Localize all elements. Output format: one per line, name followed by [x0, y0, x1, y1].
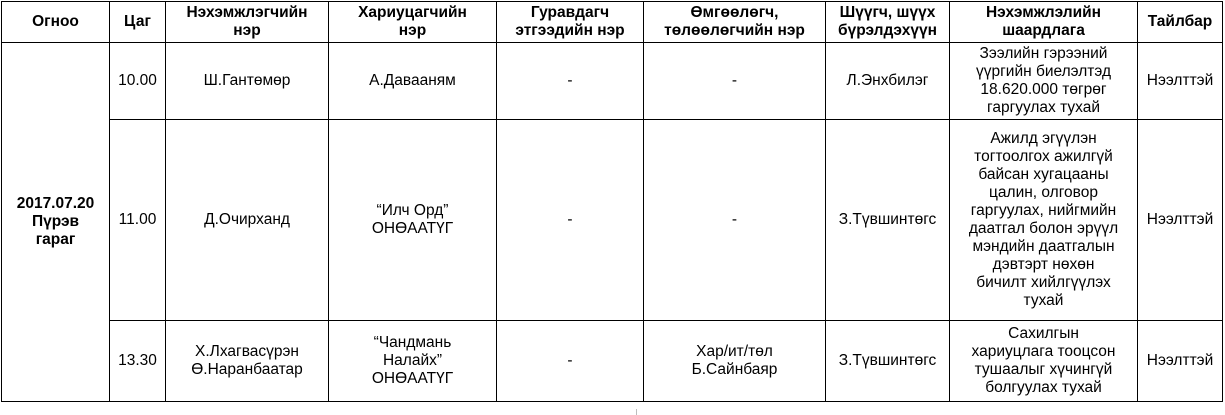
header-plaintiff: [166, 2, 329, 43]
page-edge-mark: [636, 409, 637, 415]
table-row: [2, 321, 1223, 402]
judge-cell: [826, 120, 950, 321]
third-party-cell: [497, 43, 644, 120]
court-schedule-table: [1, 1, 1223, 402]
time-value: 13.30: [118, 352, 157, 369]
time-value: 10.00: [118, 72, 157, 89]
advocate-cell: [644, 120, 826, 321]
plaintiff-name: Х.Лхагвасүрэн: [195, 343, 299, 360]
claim-line: Ажилд эгүүлэн: [990, 130, 1097, 147]
claim-line: үүргийн биелэлтэд: [976, 63, 1111, 80]
header-claim-line: Нэхэмжлэлийн: [985, 4, 1102, 21]
note-value: Нээлттэй: [1146, 72, 1214, 89]
header-defendant-line: нэр: [398, 22, 427, 39]
defendant-name: “Чандмань: [373, 334, 452, 351]
claim-line: тушаалыг хүчингүй: [974, 361, 1113, 378]
claim-cell: [950, 321, 1138, 402]
defendant-name: ОНӨААТҮГ: [371, 220, 454, 237]
note-value: Нээлттэй: [1146, 211, 1214, 228]
plaintiff-cell: [166, 321, 329, 402]
defendant-name: “Илч Орд”: [376, 202, 449, 219]
advocate-line: Б.Сайнбаяр: [691, 361, 778, 378]
claim-line: дэвтэрт нөхөн: [992, 256, 1095, 273]
table-row: [2, 43, 1223, 120]
third-party-value: -: [567, 211, 573, 228]
header-judge-line: Шүүгч, шүүх: [839, 4, 936, 21]
date-line: Пүрэв: [31, 213, 80, 230]
header-time-label: Цаг: [124, 13, 151, 30]
date-cell: [2, 43, 110, 402]
claim-line: гаргуулах, нийгмийн: [970, 202, 1117, 219]
defendant-cell: [329, 120, 497, 321]
time-cell: [110, 120, 166, 321]
advocate-line: Хар/ит/төл: [696, 343, 773, 360]
plaintiff-name: Ш.Гантөмөр: [203, 72, 291, 89]
date-line: гараг: [35, 231, 76, 248]
defendant-name: ОНӨААТҮГ: [371, 370, 454, 387]
header-third-party: [497, 2, 644, 43]
header-note: [1138, 2, 1223, 43]
judge-cell: [826, 43, 950, 120]
third-party-value: -: [567, 72, 573, 89]
claim-line: тухай: [1023, 292, 1064, 309]
header-date: [2, 2, 110, 43]
advocate-line: -: [731, 72, 738, 89]
header-judge-line: бүрэлдэхүүн: [838, 22, 937, 39]
claim-line: 18.620.000 төгрөг: [980, 81, 1107, 98]
third-party-cell: [497, 321, 644, 402]
advocate-line: -: [731, 211, 738, 228]
header-claim-line: шаардлага: [1002, 22, 1085, 39]
defendant-cell: [329, 321, 497, 402]
claim-line: Сахилгын: [1008, 325, 1079, 342]
note-cell: [1138, 120, 1223, 321]
plaintiff-cell: [166, 120, 329, 321]
judge-name: З.Түвшинтөгс: [838, 211, 937, 228]
claim-line: мэндийн даатгалын: [972, 238, 1115, 255]
header-date-label: Огноо: [32, 13, 79, 30]
header-advocate: [644, 2, 826, 43]
time-cell: [110, 321, 166, 402]
claim-line: цалин, олговор: [989, 184, 1098, 201]
note-cell: [1138, 321, 1223, 402]
header-defendant-line: Хариуцагчийн: [358, 4, 467, 21]
defendant-name: А.Давааням: [369, 72, 456, 89]
judge-cell: [826, 321, 950, 402]
third-party-value: -: [567, 352, 573, 369]
judge-name: Л.Энхбилэг: [846, 72, 929, 89]
header-advocate-line: Өмгөөлөгч,: [690, 4, 779, 21]
defendant-name: Налайх”: [382, 352, 443, 369]
header-judge: [826, 2, 950, 43]
judge-name: З.Түвшинтөгс: [838, 352, 937, 369]
note-cell: [1138, 43, 1223, 120]
header-plaintiff-line: Нэхэмжлэгчийн: [186, 4, 308, 21]
header-third-party-line: Гуравдагч: [530, 4, 610, 21]
plaintiff-name: Д.Очирханд: [204, 211, 290, 228]
plaintiff-cell: [166, 43, 329, 120]
time-value: 11.00: [118, 211, 157, 228]
defendant-cell: [329, 43, 497, 120]
plaintiff-name: Ө.Наранбаатар: [191, 361, 303, 378]
claim-line: байсан хугацааны: [978, 166, 1109, 183]
claim-line: хариуцлага тооцсон: [971, 343, 1116, 360]
claim-line: тогтоолгох ажилгүй: [974, 148, 1113, 165]
header-advocate-line: төлөөлөгчийн нэр: [664, 22, 805, 39]
advocate-cell: [644, 321, 826, 402]
header-defendant: [329, 2, 497, 43]
claim-line: гаргуулах тухай: [987, 99, 1100, 116]
header-note-label: Тайлбар: [1147, 13, 1213, 30]
claim-cell: [950, 120, 1138, 321]
header-row: [2, 2, 1223, 43]
header-claim: [950, 2, 1138, 43]
header-time: [110, 2, 166, 43]
advocate-cell: [644, 43, 826, 120]
header-third-party-line: этгээдийн нэр: [515, 22, 625, 39]
note-value: Нээлттэй: [1146, 352, 1214, 369]
claim-cell: [950, 43, 1138, 120]
claim-line: даатгал болон эрүүл: [968, 220, 1119, 237]
claim-line: болгуулах тухай: [985, 379, 1102, 396]
claim-line: бичилт хийлгүүлэх: [976, 274, 1111, 291]
date-line: 2017.07.20: [16, 195, 95, 212]
table-row: [2, 120, 1223, 321]
third-party-cell: [497, 120, 644, 321]
time-cell: [110, 43, 166, 120]
claim-line: Зээлийн гэрээний: [979, 45, 1108, 62]
header-plaintiff-line: нэр: [233, 22, 261, 39]
